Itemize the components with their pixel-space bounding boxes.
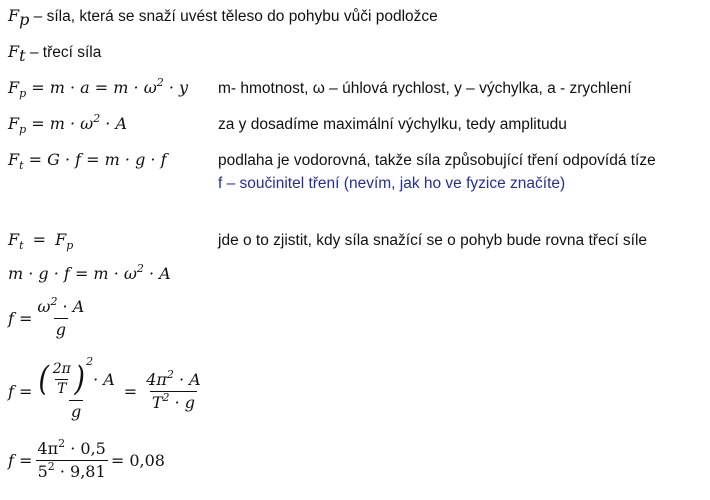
subscript-p: p	[19, 10, 30, 29]
equation-4: $F_t = F_p$	[8, 230, 74, 252]
equation-5: $m \cdot g \cdot f = m \cdot \omega^2 \cdot A$	[8, 262, 171, 283]
fraction-2pi-over-t: ( $\frac{2\pi}{T}$ ) 2 · A g	[38, 354, 115, 421]
symbol-f: F	[8, 6, 20, 25]
definition-ft	[8, 42, 102, 65]
equation-1: $F_p = m \cdot a = m \cdot \omega^2 \cdot y$	[8, 76, 189, 100]
definition-fp-text: – síla, která se snaží uvést těleso do pohybu vůči podložce	[29, 8, 438, 25]
equation-3-note-blue: f – součinitel tření (nevím, jak ho ve fyzice značíte)	[218, 175, 566, 192]
fraction-numeric: $\frac{4\pi^2 \cdot 0,5}{5^2 \cdot 9,81}$	[37, 437, 106, 481]
definition-ft-text: – třecí síla	[25, 44, 102, 61]
equation-3-note: podlaha je vodorovná, takže síla způsobující tření odpovídá tíze	[218, 152, 656, 169]
equation-4-note: jde o to zjistit, kdy síla snažící se o pohyb bude rovna třecí síle	[218, 232, 648, 249]
equation-2: $F_p = m \cdot \omega^2 \cdot A$	[8, 112, 128, 136]
symbol-f: F	[8, 42, 20, 61]
equation-1-note: m- hmotnost, ω – úhlová rychlost, y – výchylka, a - zrychlení	[218, 80, 632, 97]
fraction-4pi2a-over-t2g: $\frac{4\pi^2 \cdot A}{T^2 \cdot g}$	[146, 368, 201, 412]
definition-fp	[8, 6, 438, 29]
equation-2-note: za y dosadíme maximální výchylku, tedy amplitudu	[218, 116, 567, 133]
subscript-t: t	[19, 46, 26, 65]
equation-8: f = $\frac{4\pi^2 \cdot 0,5}{5^2 \cdot 9,81}$ = 0,08	[8, 437, 165, 481]
equation-6: f = $\frac{\omega^2 \cdot A}{g}$	[8, 295, 85, 339]
result-value: = 0,08	[110, 450, 165, 470]
equation-3: $F_t = G \cdot f = m \cdot g \cdot f$	[8, 150, 167, 172]
fraction-omega-a-over-g: $\frac{\omega^2 \cdot A}{g}$	[37, 295, 85, 339]
equation-7: f = ( $\frac{2\pi}{T}$ ) 2 · A g = $\frac{4\pi^2 \cdot A}{T^2 \cdot g}$	[8, 354, 201, 421]
